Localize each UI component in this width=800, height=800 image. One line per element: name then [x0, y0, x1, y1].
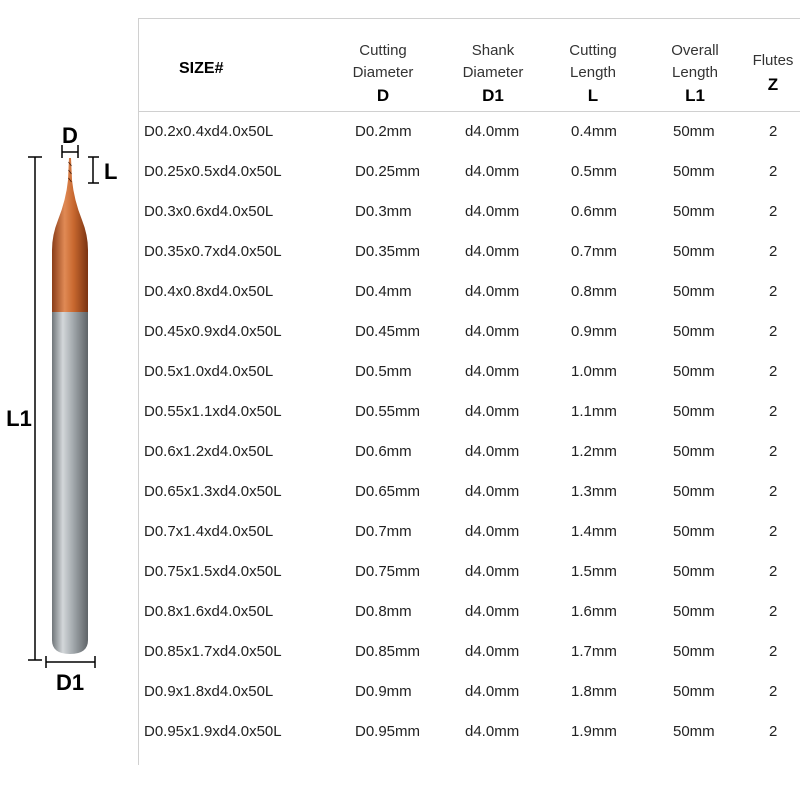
cell-size: D0.8x1.6xd4.0x50L	[144, 603, 274, 620]
table-row	[139, 593, 800, 633]
cell-cutting-length: 0.6mm	[571, 203, 617, 220]
spec-table	[138, 18, 800, 765]
cell-cutting-diameter: D0.8mm	[355, 603, 412, 620]
cell-overall-length: 50mm	[673, 163, 715, 180]
cell-shank-diameter: d4.0mm	[465, 563, 520, 580]
label-d1: D1	[55, 670, 85, 695]
cell-flutes: 2	[769, 723, 778, 740]
cell-size: D0.35x0.7xd4.0x50L	[144, 243, 282, 260]
cell-flutes: 2	[769, 603, 778, 620]
cell-flutes: 2	[769, 203, 778, 220]
cell-cutting-diameter: D0.95mm	[355, 723, 421, 740]
header-line2: Length	[570, 64, 616, 81]
cell-cutting-length: 1.6mm	[571, 603, 617, 620]
header-symbol: L1	[685, 86, 705, 105]
header-overall-length	[655, 40, 735, 107]
cell-flutes: 2	[769, 483, 778, 500]
header-cutting-diameter	[343, 40, 423, 107]
cell-shank-diameter: d4.0mm	[465, 603, 520, 620]
cell-cutting-diameter: D0.45mm	[355, 323, 421, 340]
cell-size: D0.55x1.1xd4.0x50L	[144, 403, 282, 420]
cell-size: D0.5x1.0xd4.0x50L	[144, 363, 274, 380]
cell-cutting-diameter: D0.35mm	[355, 243, 421, 260]
header-shank-diameter	[453, 40, 533, 107]
header-flutes	[745, 50, 800, 96]
cell-size: D0.4x0.8xd4.0x50L	[144, 283, 274, 300]
table-row	[139, 633, 800, 673]
cell-size: D0.95x1.9xd4.0x50L	[144, 723, 282, 740]
cell-shank-diameter: d4.0mm	[465, 523, 520, 540]
label-d: D	[62, 123, 78, 148]
table-row	[139, 153, 800, 193]
cell-flutes: 2	[769, 123, 778, 140]
cell-cutting-diameter: D0.3mm	[355, 203, 412, 220]
header-line1: Cutting	[569, 42, 617, 59]
table-row	[139, 353, 800, 393]
header-line2: Diameter	[462, 64, 524, 81]
table-row	[139, 673, 800, 713]
table-row	[139, 273, 800, 313]
cell-cutting-diameter: D0.7mm	[355, 523, 412, 540]
cell-cutting-diameter: D0.4mm	[355, 283, 412, 300]
table-row	[139, 313, 800, 353]
end-mill-tool	[52, 158, 88, 654]
header-symbol: D1	[482, 86, 504, 105]
cell-cutting-length: 0.5mm	[571, 163, 617, 180]
cell-shank-diameter: d4.0mm	[465, 363, 520, 380]
cell-size: D0.3x0.6xd4.0x50L	[144, 203, 274, 220]
cell-cutting-diameter: D0.75mm	[355, 563, 421, 580]
cell-size: D0.2x0.4xd4.0x50L	[144, 123, 274, 140]
cell-overall-length: 50mm	[673, 123, 715, 140]
cell-cutting-length: 0.8mm	[571, 283, 617, 300]
cell-shank-diameter: d4.0mm	[465, 283, 520, 300]
header-line1: Shank	[471, 42, 515, 59]
cell-cutting-length: 1.4mm	[571, 523, 617, 540]
table-row	[139, 513, 800, 553]
cell-shank-diameter: d4.0mm	[465, 443, 520, 460]
cell-cutting-diameter: D0.55mm	[355, 403, 421, 420]
cell-shank-diameter: d4.0mm	[465, 683, 520, 700]
cell-flutes: 2	[769, 323, 778, 340]
header-symbol: L	[587, 86, 599, 105]
cell-overall-length: 50mm	[673, 643, 715, 660]
cell-overall-length: 50mm	[673, 523, 715, 540]
cell-size: D0.25x0.5xd4.0x50L	[144, 163, 282, 180]
cell-shank-diameter: d4.0mm	[465, 323, 520, 340]
table-row	[139, 473, 800, 513]
cell-overall-length: 50mm	[673, 363, 715, 380]
cell-overall-length: 50mm	[673, 403, 715, 420]
cell-flutes: 2	[769, 403, 778, 420]
header-cutting-length	[553, 40, 633, 107]
cell-cutting-length: 0.9mm	[571, 323, 617, 340]
cell-size: D0.7x1.4xd4.0x50L	[144, 523, 274, 540]
header-line2: Length	[672, 64, 718, 81]
cell-size: D0.65x1.3xd4.0x50L	[144, 483, 282, 500]
cell-overall-length: 50mm	[673, 203, 715, 220]
cell-cutting-length: 1.5mm	[571, 563, 617, 580]
cell-size: D0.45x0.9xd4.0x50L	[144, 323, 282, 340]
table-row	[139, 433, 800, 473]
cell-cutting-diameter: D0.5mm	[355, 363, 412, 380]
cell-overall-length: 50mm	[673, 603, 715, 620]
cell-cutting-length: 1.0mm	[571, 363, 617, 380]
cell-overall-length: 50mm	[673, 683, 715, 700]
header-symbol: D	[376, 86, 390, 105]
cell-flutes: 2	[769, 563, 778, 580]
cell-overall-length: 50mm	[673, 723, 715, 740]
cell-size: D0.6x1.2xd4.0x50L	[144, 443, 274, 460]
cell-size: D0.85x1.7xd4.0x50L	[144, 643, 282, 660]
table-row	[139, 113, 800, 153]
cell-cutting-length: 1.1mm	[571, 403, 617, 420]
cell-cutting-diameter: D0.65mm	[355, 483, 421, 500]
table-header	[139, 19, 800, 112]
cell-overall-length: 50mm	[673, 323, 715, 340]
cell-cutting-length: 1.7mm	[571, 643, 617, 660]
header-line2: Diameter	[352, 64, 414, 81]
cell-flutes: 2	[769, 443, 778, 460]
cell-shank-diameter: d4.0mm	[465, 723, 520, 740]
shank-diameter-dimension	[46, 656, 95, 695]
cell-flutes: 2	[769, 243, 778, 260]
cell-overall-length: 50mm	[673, 563, 715, 580]
header-line1: Cutting	[359, 42, 407, 59]
cutting-diameter-dimension	[62, 123, 78, 158]
cell-cutting-length: 0.4mm	[571, 123, 617, 140]
overall-length-dimension	[4, 157, 42, 660]
header-line1: Flutes	[752, 52, 794, 69]
cell-cutting-length: 1.2mm	[571, 443, 617, 460]
end-mill-diagram	[0, 0, 140, 800]
cell-cutting-diameter: D0.9mm	[355, 683, 412, 700]
size-header: SIZE#	[179, 60, 224, 77]
cell-cutting-length: 1.9mm	[571, 723, 617, 740]
cell-flutes: 2	[769, 683, 778, 700]
cell-shank-diameter: d4.0mm	[465, 643, 520, 660]
cell-cutting-diameter: D0.25mm	[355, 163, 421, 180]
table-row	[139, 193, 800, 233]
cell-shank-diameter: d4.0mm	[465, 203, 520, 220]
cell-shank-diameter: d4.0mm	[465, 483, 520, 500]
cell-overall-length: 50mm	[673, 483, 715, 500]
cell-shank-diameter: d4.0mm	[465, 403, 520, 420]
cell-cutting-length: 1.3mm	[571, 483, 617, 500]
cell-flutes: 2	[769, 283, 778, 300]
cell-cutting-length: 1.8mm	[571, 683, 617, 700]
label-l: L	[104, 159, 118, 184]
cell-cutting-diameter: D0.2mm	[355, 123, 412, 140]
header-symbol: Z	[767, 75, 779, 94]
cell-cutting-length: 0.7mm	[571, 243, 617, 260]
cell-overall-length: 50mm	[673, 443, 715, 460]
cell-shank-diameter: d4.0mm	[465, 243, 520, 260]
cell-cutting-diameter: D0.6mm	[355, 443, 412, 460]
table-row	[139, 233, 800, 273]
cell-shank-diameter: d4.0mm	[465, 163, 520, 180]
header-line1: Overall	[671, 42, 719, 59]
table-row	[139, 553, 800, 593]
label-l1: L1	[6, 406, 32, 431]
cutting-length-dimension	[88, 157, 117, 184]
cell-size: D0.75x1.5xd4.0x50L	[144, 563, 282, 580]
cell-flutes: 2	[769, 643, 778, 660]
cell-shank-diameter: d4.0mm	[465, 123, 520, 140]
cell-flutes: 2	[769, 163, 778, 180]
cell-overall-length: 50mm	[673, 283, 715, 300]
cell-overall-length: 50mm	[673, 243, 715, 260]
cell-size: D0.9x1.8xd4.0x50L	[144, 683, 274, 700]
cell-flutes: 2	[769, 523, 778, 540]
cell-flutes: 2	[769, 363, 778, 380]
table-row	[139, 713, 800, 753]
cell-cutting-diameter: D0.85mm	[355, 643, 421, 660]
table-row	[139, 393, 800, 433]
